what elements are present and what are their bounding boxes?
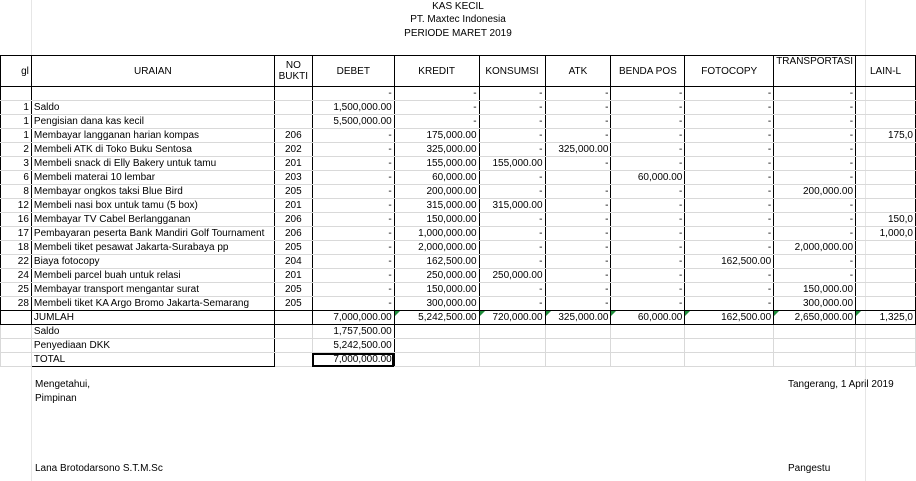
photocopy-cell[interactable]: 162,500.00 — [685, 311, 774, 325]
transport-cell[interactable]: - — [774, 143, 856, 157]
postal-cell[interactable]: - — [611, 101, 685, 115]
atk-cell[interactable]: - — [545, 297, 611, 311]
description-cell[interactable]: Membeli parcel buah untuk relasi — [31, 269, 274, 283]
photocopy-cell[interactable]: - — [685, 185, 774, 199]
postal-cell[interactable]: - — [611, 115, 685, 129]
description-cell[interactable]: Saldo — [31, 101, 274, 115]
consumption-cell[interactable]: - — [479, 227, 545, 241]
receipt-no-cell[interactable] — [274, 101, 312, 115]
debit-cell[interactable]: 5,500,000.00 — [312, 115, 394, 129]
column-header[interactable]: LAIN-L — [856, 56, 916, 87]
receipt-no-cell[interactable]: 205 — [274, 297, 312, 311]
other-cell[interactable] — [856, 297, 916, 311]
photocopy-cell[interactable]: - — [685, 115, 774, 129]
transport-cell[interactable]: - — [774, 213, 856, 227]
debit-cell[interactable]: - — [312, 255, 394, 269]
other-cell[interactable] — [856, 283, 916, 297]
photocopy-cell[interactable]: - — [685, 129, 774, 143]
description-cell[interactable]: Membeli materai 10 lembar — [31, 171, 274, 185]
description-cell[interactable]: Pengisian dana kas kecil — [31, 115, 274, 129]
empty-cell[interactable] — [479, 353, 545, 367]
consumption-cell[interactable]: 720,000.00 — [479, 311, 545, 325]
table-row — [1, 213, 916, 227]
atk-cell[interactable]: 325,000.00 — [545, 311, 611, 325]
report-title: KAS KECIL — [432, 1, 484, 12]
date-cell[interactable]: 28 — [1, 297, 32, 311]
empty-cell[interactable] — [394, 339, 479, 353]
consumption-cell[interactable]: - — [479, 283, 545, 297]
debit-cell[interactable]: - — [312, 269, 394, 283]
description-cell[interactable]: Membeli snack di Elly Bakery untuk tamu — [31, 157, 274, 171]
postal-cell[interactable]: 60,000.00 — [611, 171, 685, 185]
summary-label[interactable]: TOTAL — [31, 353, 274, 367]
empty-cell[interactable] — [856, 325, 916, 339]
postal-cell[interactable]: - — [611, 255, 685, 269]
description-cell[interactable] — [31, 87, 274, 101]
description-cell[interactable]: Membayar ongkos taksi Blue Bird — [31, 185, 274, 199]
sum-label[interactable]: JUMLAH — [31, 311, 274, 325]
description-cell[interactable]: Membeli tiket KA Argo Bromo Jakarta-Semarang — [31, 297, 274, 311]
description-cell[interactable]: Membeli tiket pesawat Jakarta-Surabaya pp — [31, 241, 274, 255]
postal-cell[interactable]: - — [611, 157, 685, 171]
empty-cell[interactable] — [1, 325, 32, 339]
table-row — [1, 269, 916, 283]
atk-cell[interactable]: - — [545, 115, 611, 129]
credit-cell[interactable]: 60,000.00 — [394, 171, 479, 185]
postal-cell[interactable]: - — [611, 185, 685, 199]
transport-cell[interactable]: - — [774, 227, 856, 241]
column-header[interactable]: ATK — [545, 56, 611, 87]
photocopy-cell[interactable]: - — [685, 199, 774, 213]
credit-cell[interactable]: - — [394, 115, 479, 129]
right-signer-name: Pangestu — [788, 463, 831, 474]
column-header[interactable]: gl — [1, 56, 32, 87]
transport-cell[interactable]: - — [774, 255, 856, 269]
credit-cell[interactable]: 1,000,000.00 — [394, 227, 479, 241]
empty-cell[interactable] — [856, 339, 916, 353]
empty-cell[interactable] — [545, 353, 611, 367]
photocopy-cell[interactable]: - — [685, 213, 774, 227]
consumption-cell[interactable]: - — [479, 241, 545, 255]
transport-cell[interactable]: - — [774, 157, 856, 171]
consumption-cell[interactable]: - — [479, 185, 545, 199]
credit-cell[interactable]: 2,000,000.00 — [394, 241, 479, 255]
other-cell[interactable] — [856, 255, 916, 269]
receipt-no-cell[interactable]: 205 — [274, 185, 312, 199]
receipt-no-cell[interactable]: 205 — [274, 283, 312, 297]
empty-cell[interactable] — [774, 339, 856, 353]
atk-cell[interactable]: - — [545, 87, 611, 101]
empty-cell[interactable] — [611, 353, 685, 367]
table-row — [1, 157, 916, 171]
summary-value[interactable]: 1,757,500.00 — [312, 325, 394, 339]
column-header[interactable]: TRANSPORTASI — [774, 56, 856, 87]
transport-cell[interactable]: - — [774, 199, 856, 213]
other-cell[interactable] — [856, 185, 916, 199]
other-cell[interactable] — [856, 157, 916, 171]
debit-cell[interactable]: - — [312, 171, 394, 185]
transport-cell[interactable]: - — [774, 115, 856, 129]
consumption-cell[interactable]: - — [479, 143, 545, 157]
empty-cell[interactable] — [1, 353, 32, 367]
other-cell[interactable]: 150,0 — [856, 213, 916, 227]
description-cell[interactable]: Membeli nasi box untuk tamu (5 box) — [31, 199, 274, 213]
date-cell[interactable]: 25 — [1, 283, 32, 297]
description-cell[interactable]: Biaya fotocopy — [31, 255, 274, 269]
table-row — [1, 227, 916, 241]
column-header-row — [1, 56, 916, 87]
left-signer-name: Lana Brotodarsono S.T.M.Sc — [35, 463, 163, 474]
debit-cell[interactable]: - — [312, 87, 394, 101]
other-cell[interactable] — [856, 115, 916, 129]
description-cell[interactable]: Membayar transport mengantar surat — [31, 283, 274, 297]
summary-row — [1, 353, 916, 367]
atk-cell[interactable]: - — [545, 157, 611, 171]
atk-cell[interactable]: - — [545, 241, 611, 255]
receipt-no-cell[interactable]: 206 — [274, 227, 312, 241]
postal-cell[interactable]: - — [611, 269, 685, 283]
table-row — [1, 143, 916, 157]
empty-cell[interactable] — [774, 325, 856, 339]
consumption-cell[interactable]: 155,000.00 — [479, 157, 545, 171]
place-date: Tangerang, 1 April 2019 — [788, 379, 894, 390]
empty-cell[interactable] — [394, 325, 479, 339]
summary-row — [1, 325, 916, 339]
column-header[interactable]: KONSUMSI — [479, 56, 545, 87]
table-row — [1, 115, 916, 129]
photocopy-cell[interactable]: - — [685, 143, 774, 157]
other-cell[interactable] — [856, 101, 916, 115]
date-cell[interactable] — [1, 311, 32, 325]
transport-cell[interactable]: - — [774, 87, 856, 101]
postal-cell[interactable]: - — [611, 143, 685, 157]
summary-row — [1, 339, 916, 353]
atk-cell[interactable]: - — [545, 283, 611, 297]
debit-cell[interactable]: - — [312, 157, 394, 171]
sum-row — [1, 311, 916, 325]
table-row — [1, 199, 916, 213]
table-row — [1, 171, 916, 185]
company-name: PT. Maxtec Indonesia — [410, 14, 506, 25]
table-row — [1, 87, 916, 101]
table-row — [1, 101, 916, 115]
credit-cell[interactable]: 200,000.00 — [394, 185, 479, 199]
transport-cell[interactable]: - — [774, 101, 856, 115]
transport-cell[interactable]: - — [774, 171, 856, 185]
postal-cell[interactable]: - — [611, 241, 685, 255]
consumption-cell[interactable]: - — [479, 297, 545, 311]
receipt-no-cell[interactable]: 206 — [274, 213, 312, 227]
postal-cell[interactable]: - — [611, 283, 685, 297]
empty-cell[interactable] — [274, 339, 312, 353]
column-header[interactable]: BENDA POS — [611, 56, 685, 87]
empty-cell[interactable] — [1, 339, 32, 353]
atk-cell[interactable]: - — [545, 255, 611, 269]
date-cell[interactable]: 1 — [1, 101, 32, 115]
debit-cell[interactable]: - — [312, 185, 394, 199]
empty-cell[interactable] — [611, 325, 685, 339]
other-cell[interactable] — [856, 87, 916, 101]
empty-cell[interactable] — [774, 353, 856, 367]
postal-cell[interactable]: - — [611, 297, 685, 311]
credit-cell[interactable]: 250,000.00 — [394, 269, 479, 283]
receipt-no-cell[interactable]: 205 — [274, 241, 312, 255]
debit-cell[interactable]: - — [312, 213, 394, 227]
credit-cell[interactable]: 155,000.00 — [394, 157, 479, 171]
receipt-no-cell[interactable]: 204 — [274, 255, 312, 269]
table-row — [1, 241, 916, 255]
description-cell[interactable]: Membeli ATK di Toko Buku Sentosa — [31, 143, 274, 157]
receipt-no-cell[interactable]: 201 — [274, 269, 312, 283]
atk-cell[interactable]: - — [545, 269, 611, 283]
postal-cell[interactable]: 60,000.00 — [611, 311, 685, 325]
atk-cell[interactable] — [545, 171, 611, 185]
consumption-cell[interactable]: - — [479, 101, 545, 115]
credit-cell[interactable]: 325,000.00 — [394, 143, 479, 157]
consumption-cell[interactable]: 250,000.00 — [479, 269, 545, 283]
consumption-cell[interactable]: - — [479, 213, 545, 227]
receipt-no-cell[interactable] — [274, 115, 312, 129]
date-cell[interactable]: 1 — [1, 115, 32, 129]
postal-cell[interactable]: - — [611, 213, 685, 227]
other-cell[interactable]: 1,000,0 — [856, 227, 916, 241]
transport-cell[interactable]: 2,000,000.00 — [774, 241, 856, 255]
credit-cell[interactable]: 162,500.00 — [394, 255, 479, 269]
debit-cell[interactable]: - — [312, 143, 394, 157]
column-header[interactable]: DEBET — [312, 56, 394, 87]
photocopy-cell[interactable]: - — [685, 283, 774, 297]
date-cell[interactable]: 17 — [1, 227, 32, 241]
table-row — [1, 185, 916, 199]
consumption-cell[interactable]: - — [479, 87, 545, 101]
credit-cell[interactable]: 300,000.00 — [394, 297, 479, 311]
atk-cell[interactable]: - — [545, 227, 611, 241]
date-cell[interactable]: 6 — [1, 171, 32, 185]
empty-cell[interactable] — [479, 339, 545, 353]
column-header[interactable]: KREDIT — [394, 56, 479, 87]
empty-cell[interactable] — [274, 325, 312, 339]
date-cell[interactable]: 1 — [1, 129, 32, 143]
debit-cell[interactable]: - — [312, 199, 394, 213]
receipt-no-cell[interactable] — [274, 311, 312, 325]
description-cell[interactable]: Pembayaran peserta Bank Mandiri Golf Tournament — [31, 227, 274, 241]
report-period: PERIODE MARET 2019 — [404, 28, 512, 39]
description-cell[interactable]: Membayar TV Cabel Berlangganan — [31, 213, 274, 227]
credit-cell[interactable]: 175,000.00 — [394, 129, 479, 143]
empty-cell[interactable] — [685, 339, 774, 353]
transport-cell[interactable]: - — [774, 129, 856, 143]
photocopy-cell[interactable]: - — [685, 297, 774, 311]
debit-cell[interactable]: - — [312, 129, 394, 143]
leader-role: Pimpinan — [35, 393, 77, 404]
consumption-cell[interactable]: - — [479, 255, 545, 269]
transport-cell[interactable]: 300,000.00 — [774, 297, 856, 311]
consumption-cell[interactable]: - — [479, 171, 545, 185]
empty-cell[interactable] — [611, 339, 685, 353]
debit-cell[interactable]: - — [312, 241, 394, 255]
other-cell[interactable]: 1,325,0 — [856, 311, 916, 325]
consumption-cell[interactable]: - — [479, 129, 545, 143]
debit-cell[interactable]: - — [312, 283, 394, 297]
credit-cell[interactable]: 315,000.00 — [394, 199, 479, 213]
postal-cell[interactable]: - — [611, 87, 685, 101]
other-cell[interactable] — [856, 269, 916, 283]
other-cell[interactable] — [856, 199, 916, 213]
table-row — [1, 129, 916, 143]
postal-cell[interactable]: - — [611, 129, 685, 143]
date-cell[interactable]: 18 — [1, 241, 32, 255]
date-cell[interactable] — [1, 87, 32, 101]
receipt-no-cell[interactable] — [274, 87, 312, 101]
empty-cell[interactable] — [545, 325, 611, 339]
summary-label[interactable]: Saldo — [31, 325, 274, 339]
postal-cell[interactable]: - — [611, 227, 685, 241]
credit-cell[interactable]: 150,000.00 — [394, 213, 479, 227]
table-row — [1, 255, 916, 269]
empty-cell[interactable] — [274, 353, 312, 367]
date-cell[interactable]: 3 — [1, 157, 32, 171]
receipt-no-cell[interactable]: 206 — [274, 129, 312, 143]
table-row — [1, 297, 916, 311]
photocopy-cell[interactable]: - — [685, 101, 774, 115]
debit-cell[interactable]: - — [312, 227, 394, 241]
empty-cell[interactable] — [685, 353, 774, 367]
column-header[interactable]: URAIAN — [31, 56, 274, 87]
transport-cell[interactable]: 150,000.00 — [774, 283, 856, 297]
summary-label[interactable]: Penyediaan DKK — [31, 339, 274, 353]
transport-cell[interactable]: - — [774, 269, 856, 283]
consumption-cell[interactable]: 315,000.00 — [479, 199, 545, 213]
column-header[interactable]: NO BUKTI — [274, 56, 312, 87]
summary-value[interactable]: 7,000,000.00 — [312, 353, 394, 367]
atk-cell[interactable]: - — [545, 101, 611, 115]
column-header[interactable]: FOTOCOPY — [685, 56, 774, 87]
credit-cell[interactable]: - — [394, 101, 479, 115]
consumption-cell[interactable]: - — [479, 115, 545, 129]
photocopy-cell[interactable]: - — [685, 87, 774, 101]
atk-cell[interactable]: - — [545, 199, 611, 213]
other-cell[interactable] — [856, 143, 916, 157]
empty-cell[interactable] — [394, 353, 479, 367]
date-cell[interactable]: 22 — [1, 255, 32, 269]
debit-cell[interactable]: 7,000,000.00 — [312, 311, 394, 325]
atk-cell[interactable]: - — [545, 129, 611, 143]
receipt-no-cell[interactable]: 201 — [274, 199, 312, 213]
empty-cell[interactable] — [685, 325, 774, 339]
photocopy-cell[interactable]: - — [685, 269, 774, 283]
credit-cell[interactable]: 5,242,500.00 — [394, 311, 479, 325]
cash-ledger-table — [0, 55, 916, 367]
other-cell[interactable] — [856, 241, 916, 255]
date-cell[interactable]: 24 — [1, 269, 32, 283]
postal-cell[interactable]: - — [611, 199, 685, 213]
table-row — [1, 283, 916, 297]
photocopy-cell[interactable]: - — [685, 171, 774, 185]
photocopy-cell[interactable]: 162,500.00 — [685, 255, 774, 269]
atk-cell[interactable]: - — [545, 213, 611, 227]
summary-value[interactable]: 5,242,500.00 — [312, 339, 394, 353]
empty-cell[interactable] — [856, 353, 916, 367]
credit-cell[interactable]: - — [394, 87, 479, 101]
empty-cell[interactable] — [545, 339, 611, 353]
receipt-no-cell[interactable]: 201 — [274, 157, 312, 171]
date-cell[interactable]: 2 — [1, 143, 32, 157]
other-cell[interactable]: 175,0 — [856, 129, 916, 143]
photocopy-cell[interactable]: - — [685, 157, 774, 171]
photocopy-cell[interactable]: - — [685, 241, 774, 255]
debit-cell[interactable]: - — [312, 297, 394, 311]
transport-cell[interactable]: 2,650,000.00 — [774, 311, 856, 325]
acknowledged-label: Mengetahui, — [35, 379, 91, 390]
description-cell[interactable]: Membayar langganan harian kompas — [31, 129, 274, 143]
date-cell[interactable]: 16 — [1, 213, 32, 227]
atk-cell[interactable]: - — [545, 185, 611, 199]
empty-cell[interactable] — [479, 325, 545, 339]
transport-cell[interactable]: 200,000.00 — [774, 185, 856, 199]
debit-cell[interactable]: 1,500,000.00 — [312, 101, 394, 115]
credit-cell[interactable]: 150,000.00 — [394, 283, 479, 297]
receipt-no-cell[interactable]: 202 — [274, 143, 312, 157]
date-cell[interactable]: 12 — [1, 199, 32, 213]
photocopy-cell[interactable]: - — [685, 227, 774, 241]
other-cell[interactable] — [856, 171, 916, 185]
date-cell[interactable]: 8 — [1, 185, 32, 199]
atk-cell[interactable]: 325,000.00 — [545, 143, 611, 157]
receipt-no-cell[interactable]: 203 — [274, 171, 312, 185]
